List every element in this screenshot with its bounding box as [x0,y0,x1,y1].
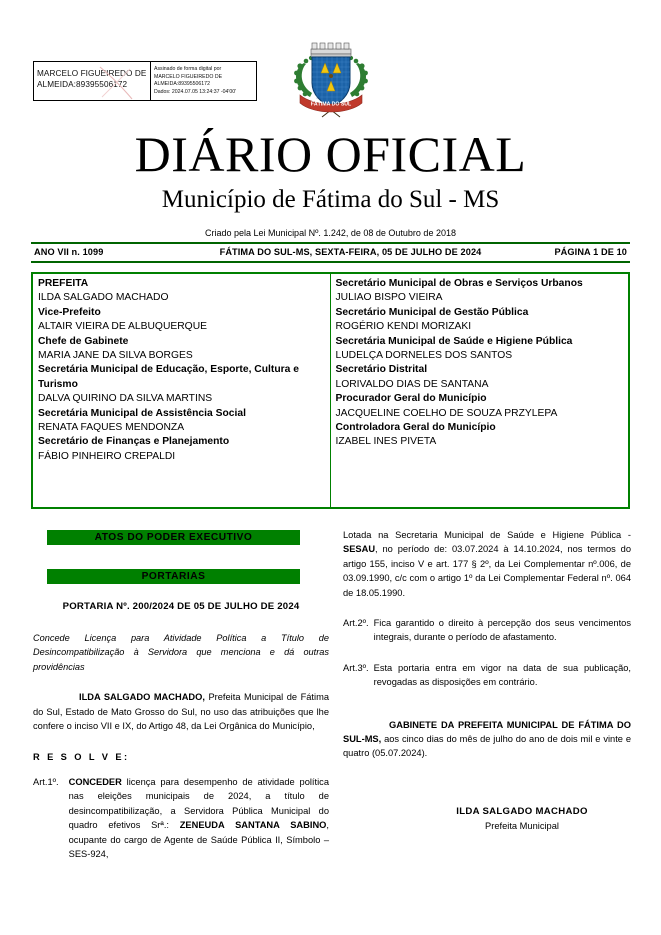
resolve-label: R E S O L V E: [33,751,130,762]
signature-detail-line-2: MARCELO FIGUEIREDO DE [154,73,223,80]
official-name: DALVA QUIRINO DA SILVA MARTINS [38,393,213,405]
creation-law-line: Criado pela Lei Municipal Nº. 1.242, de 08 de Outubro de 2018 [205,228,456,238]
official-role: Secretária Municipal de Assistência Social [38,407,246,419]
official-name: LUDELÇA DORNELES DOS SANTOS [335,350,513,362]
issue-year-number: ANO VII n. 1099 [34,247,104,257]
official-name: ROGÉRIO KENDI MORIZAKI [335,321,472,333]
article-1-text-part-1: licença para desempenho de atividade política nas eleições municipais de 2024, a título de desincompatibilização, a Servidora Pública Municipal do quadro efetivos Srª.: [68,777,329,831]
closing-date-text: aos cinco dias do mês de julho do ano de dois mil e vinte e quatro (05.07.2024). [343,734,631,759]
article-2-body: Fica garantido o direito à percepção dos seus vencimentos integrais, durante o período de afastamento. [373,618,631,643]
official-role: Secretária Municipal de Educação, Esporte, Cultura e Turismo [38,364,299,390]
issue-place-date: FÁTIMA DO SUL-MS, SEXTA-FEIRA, 05 DE JULHO DE 2024 [219,247,482,257]
official-role: Secretário Municipal de Obras e Serviços Urbanos [335,278,583,289]
official-name: ILDA SALGADO MACHADO [38,292,169,304]
official-role: PREFEITA [38,278,89,289]
signature-block [413,805,631,833]
article-1-body [64,775,329,861]
official-role: Vice-Prefeito [38,306,101,318]
issue-page-number: PÁGINA 1 DE 10 [554,247,627,257]
preamble-rest: Prefeita Municipal de Fátima do Sul, Estado de Mato Grosso do Sul, no uso das atribuições que lhe confere o inciso VII e IX, do Artigo 48, da Lei Orgânica do Município, [33,692,329,732]
article-3-body: Esta portaria entra em vigor na data de sua publicação, revogadas as disposições em contrário. [373,662,631,688]
official-name: JULIAO BISPO VIEIRA [335,292,443,304]
page-title: DIÁRIO OFICIAL [134,126,527,182]
digital-signature-stamp [33,61,257,101]
official-name: ALTAIR VIEIRA DE ALBUQUERQUE [38,321,207,333]
officials-column-right [331,274,629,507]
official-name: LORIVALDO DIAS DE SANTANA [335,378,489,390]
official-role: Secretária Municipal de Saúde e Higiene Pública [335,335,573,347]
signature-detail-line-3: ALMEIDA:89395506172 [154,81,210,88]
signature-signer-name: MARCELO FIGUEIREDO DE ALMEIDA:89395506172 [37,69,147,89]
signatory-role: Prefeita Municipal [485,820,559,831]
article-1-body-continued [343,528,631,600]
official-role: Secretário de Finanças e Planejamento [38,436,230,448]
section-banner-portarias: PORTARIAS [47,569,300,584]
official-name: RENATA FAQUES MENDONZA [38,422,185,434]
article-1 [33,775,329,861]
article-2-label: Art.2º. [343,618,369,629]
portaria-preamble [33,690,329,733]
article-3 [343,661,631,690]
article-1-servant-name: ZENEUDA SANTANA SABINO [179,820,327,831]
article-1-continuation [343,528,631,600]
officials-column-left [33,274,331,507]
section-banner-atos-do-poder-executivo: ATOS DO PODER EXECUTIVO [47,530,300,545]
coat-of-arms-icon [292,33,370,125]
article-1-lotacao-text: Lotada na Secretaria Municipal de Saúde e Higiene Pública - [343,530,631,540]
article-1-label: Art.1º. [33,777,59,787]
article-1-sesau-acronym: SESAU [343,544,376,555]
issue-bar [31,242,630,263]
portaria-title: PORTARIA Nº. 200/2024 DE 05 DE JULHO DE 2024 [62,601,300,612]
official-role: Secretário Distrital [335,364,428,376]
body-column-right [343,528,631,833]
masthead [0,126,661,239]
officials-box [31,272,630,509]
page-subtitle: Município de Fátima do Sul - MS [161,186,500,213]
portaria-ementa: Concede Licença para Atividade Política a Título de Desincompatibilização à Servidora que menciona e dá outras providências [33,632,329,672]
signature-detail-line-1: Assinado de forma digital por [154,66,222,72]
official-name: MARIA JANE DA SILVA BORGES [38,350,193,362]
closing-office-name: GABINETE DA PREFEITA MUNICIPAL DE FÁTIMA DO SUL-MS, [343,719,631,745]
article-1-text-part-3: , no período de: 03.07.2024 à 14.10.2024, nos termos do artigo 155, inciso V e art. 177 § 2º, da Lei Complementar nº.006, de 03.09.1990, c/c com o artigo 1º da Lei Complementar Federal nº. 064 de 18.05.1990. [343,544,631,598]
emblem-ribbon-text: FÁTIMA DO SUL [310,101,352,108]
signature-detail-line-4: Dados: 2024.07.05 13:24:37 -04'00' [154,88,237,95]
article-1-text-part-2-head: , ocupante do cargo de Agente de Saúde Pública II, Símbolo – SES-924, [68,820,329,860]
signatory-name: ILDA SALGADO MACHADO [456,805,588,817]
preamble-mayor-name: ILDA SALGADO MACHADO, [79,692,205,703]
official-name: FÁBIO PINHEIRO CREPALDI [38,450,176,462]
signature-details [150,62,256,100]
official-role: Controladora Geral do Município [335,422,496,434]
official-name: IZABEL INES PIVETA [335,436,437,448]
official-name: JACQUELINE COELHO DE SOUZA PRZYLEPA [335,407,558,419]
portaria-closing [343,718,631,761]
official-role: Secretário Municipal de Gestão Pública [335,306,529,318]
official-role: Procurador Geral do Município [335,393,487,405]
body-column-left [33,600,329,861]
article-3-label: Art.3º. [343,662,369,673]
official-role: Chefe de Gabinete [38,335,129,347]
article-1-keyword: CONCEDER [68,777,122,787]
article-2 [343,616,631,645]
